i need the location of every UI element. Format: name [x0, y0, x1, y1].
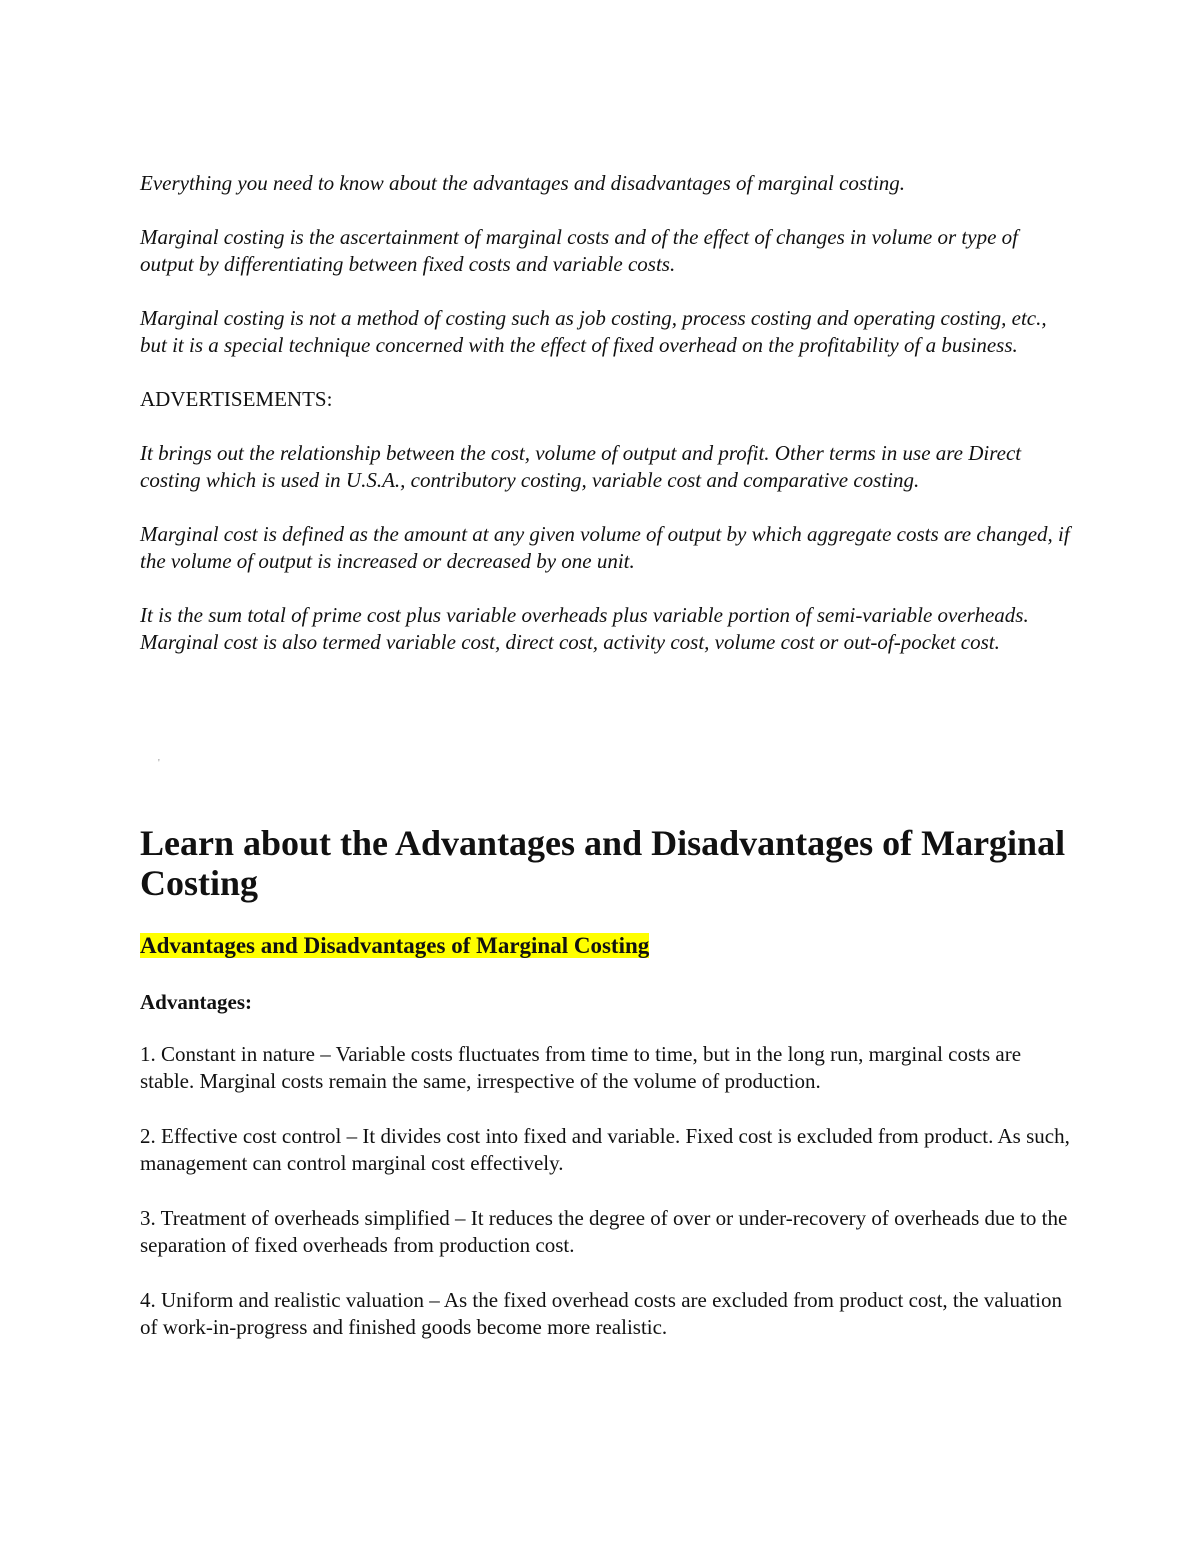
advantages-title: Advantages:: [140, 990, 253, 1014]
intro-paragraph-5: Marginal cost is defined as the amount at any given volume of output by which aggregate costs are changed, if the volume of output is increased or decreased by one unit.: [140, 522, 1070, 573]
advantage-item-1: 1. Constant in nature – Variable costs fluctuates from time to time, but in the long run, marginal costs are stable. Marginal costs remain the same, irrespective of the volume of production.: [140, 1042, 1022, 1093]
document-page: [140, 170, 1070, 1339]
advantage-item-4: 4. Uniform and realistic valuation – As the fixed overhead costs are excluded from product cost, the valuation of work-in-progress and finished goods become more realistic.: [140, 1288, 1062, 1339]
intro-paragraph-4: It brings out the relationship between the cost, volume of output and profit. Other terms in use are Direct costing which is used in U.S.A., contributory costing, variable cost and comparative costing.: [140, 441, 1022, 492]
advertisements-label: ADVERTISEMENTS:: [140, 387, 333, 411]
intro-paragraph-1: Everything you need to know about the advantages and disadvantages of marginal costing.: [140, 171, 906, 195]
advantages-list: [140, 1041, 1070, 1369]
highlighted-subheading-text: Advantages and Disadvantages of Marginal Costing: [140, 933, 650, 958]
intro-paragraph-3: Marginal costing is not a method of costing such as job costing, process costing and operating costing, etc., but it is a special technique concerned with the effect of fixed overhead on the profitability of a business.: [140, 306, 1047, 357]
advantage-item-2: 2. Effective cost control – It divides cost into fixed and variable. Fixed cost is excluded from product. As such, management can control marginal cost effectively.: [140, 1124, 1070, 1175]
stray-mark: ': [158, 758, 160, 769]
page-heading: Learn about the Advantages and Disadvantages of Marginal Costing: [140, 823, 1066, 903]
intro-paragraph-6: It is the sum total of prime cost plus variable overheads plus variable portion of semi-variable overheads. Marginal cost is also termed variable cost, direct cost, activity cost, volume cost or out-of-pocket cost.: [140, 603, 1029, 654]
advantage-item-3: 3. Treatment of overheads simplified – It reduces the degree of over or under-recovery of overheads due to the separation of fixed overheads from production cost.: [140, 1206, 1068, 1257]
intro-paragraph-2: Marginal costing is the ascertainment of marginal costs and of the effect of changes in volume or type of output by differentiating between fixed costs and variable costs.: [140, 225, 1018, 276]
section-subheading: [140, 932, 649, 960]
